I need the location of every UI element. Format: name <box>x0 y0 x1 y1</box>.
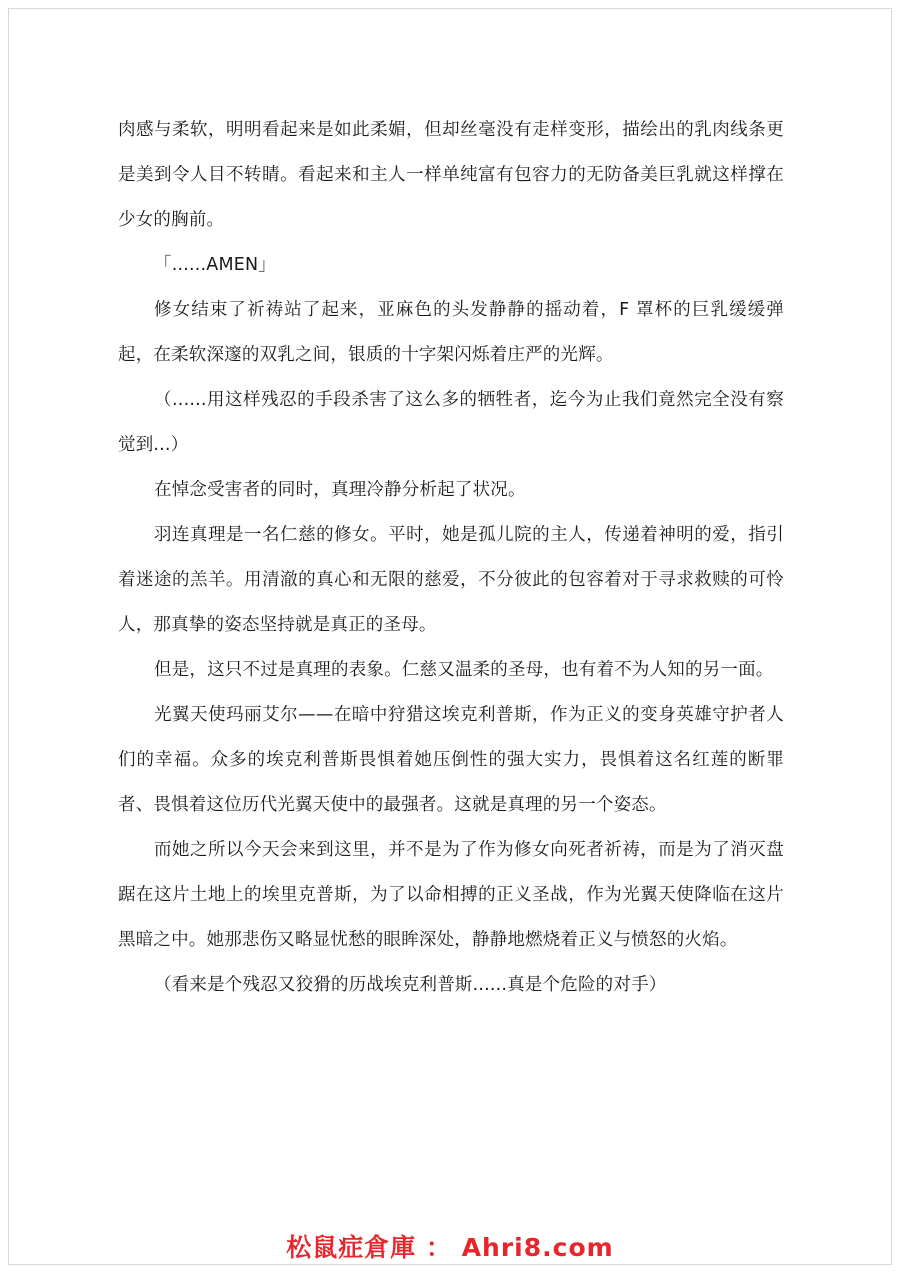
paragraph: 「......AMEN」 <box>154 255 276 275</box>
paragraph: 在悼念受害者的同时，真理冷静分析起了状况。 <box>154 480 526 500</box>
watermark-text: 松鼠症倉庫 ： Ahri8.com <box>286 1233 614 1262</box>
paragraph: 修女结束了祈祷站了起来，亚麻色的头发静静的摇动着，F 罩杯的巨乳缓缓弹起，在柔软深邃的双乳之间，银质的十字架闪烁着庄严的光辉。 <box>118 300 784 365</box>
paragraph: 但是，这只不过是真理的表象。仁慈又温柔的圣母，也有着不为人知的另一面。 <box>154 660 774 680</box>
paragraph: （......用这样残忍的手段杀害了这么多的牺牲者，迄今为止我们竟然完全没有察觉到...） <box>118 390 784 455</box>
paragraph: 羽连真理是一名仁慈的修女。平时，她是孤儿院的主人，传递着神明的爱，指引着迷途的羔羊。用清澈的真心和无限的慈爱，不分彼此的包容着对于寻求救赎的可怜人，那真挚的姿态坚持就是真正的圣母。 <box>118 525 784 635</box>
paragraph: 肉感与柔软，明明看起来是如此柔媚，但却丝毫没有走样变形，描绘出的乳肉线条更是美到令人目不转睛。看起来和主人一样单纯富有包容力的无防备美巨乳就这样撑在少女的胸前。 <box>118 120 784 230</box>
paragraph: 光翼天使玛丽艾尔——在暗中狩猎这埃克利普斯，作为正义的变身英雄守护者人们的幸福。众多的埃克利普斯畏惧着她压倒性的强大实力，畏惧着这名红莲的断罪者、畏惧着这位历代光翼天使中的最强者。这就是真理的另一个姿态。 <box>118 705 784 815</box>
document-body <box>118 108 784 1008</box>
paragraph: 而她之所以今天会来到这里，并不是为了作为修女向死者祈祷，而是为了消灭盘踞在这片土地上的埃里克普斯，为了以命相搏的正义圣战，作为光翼天使降临在这片黑暗之中。她那悲伤又略显忧愁的眼眸深处，静静地燃烧着正义与愤怒的火焰。 <box>118 840 784 950</box>
paragraph: （看来是个残忍又狡猾的历战埃克利普斯......真是个危险的对手） <box>154 975 667 995</box>
footer <box>0 1228 900 1264</box>
